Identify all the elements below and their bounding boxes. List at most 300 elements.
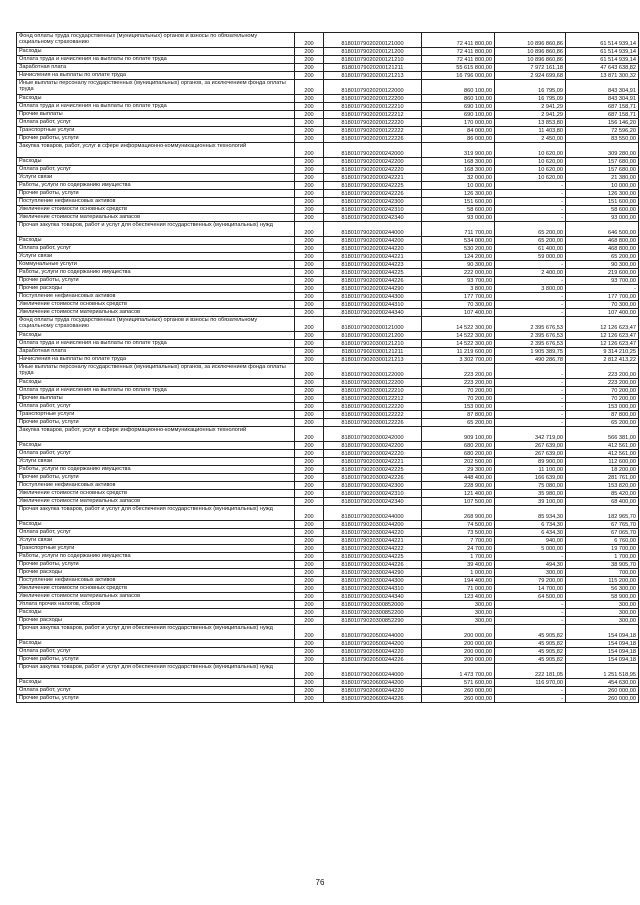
row-name: Иные выплаты персоналу государственных (муниципальных) органов, за исключением фонда оплаты труда [17, 364, 295, 379]
executed-amount: 490 286,78 [495, 356, 566, 364]
executed-amount: - [495, 182, 566, 190]
unexecuted-amount: 112 600,00 [566, 458, 639, 466]
approved-amount: 65 200,00 [422, 419, 495, 427]
line-code: 200 [295, 174, 324, 182]
line-code: 200 [295, 490, 324, 498]
unexecuted-amount: 153 000,00 [566, 403, 639, 411]
approved-amount: 534 000,00 [422, 237, 495, 245]
approved-amount: 151 600,00 [422, 198, 495, 206]
budget-code: 81801079020300242340 [324, 498, 422, 506]
unexecuted-amount: 9 314 210,25 [566, 348, 639, 356]
unexecuted-amount: 843 304,91 [566, 95, 639, 103]
unexecuted-amount: 182 965,70 [566, 506, 639, 521]
budget-code: 81801079020300121213 [324, 356, 422, 364]
table-row [17, 135, 639, 143]
line-code: 200 [295, 593, 324, 601]
unexecuted-amount: 843 304,91 [566, 80, 639, 95]
row-name: Расходы [17, 640, 295, 648]
unexecuted-amount: 90 300,00 [566, 261, 639, 269]
row-name: Расходы [17, 48, 295, 56]
approved-amount: 223 200,00 [422, 379, 495, 387]
budget-code: 81801079020300244222 [324, 545, 422, 553]
table-row [17, 111, 639, 119]
row-name: Увеличение стоимости основных средств [17, 301, 295, 309]
unexecuted-amount: 38 905,70 [566, 561, 639, 569]
executed-amount: 59 000,00 [495, 253, 566, 261]
approved-amount: 24 700,00 [422, 545, 495, 553]
line-code: 200 [295, 293, 324, 301]
table-row [17, 395, 639, 403]
approved-amount: 260 000,00 [422, 687, 495, 695]
budget-code: 81801079020200242310 [324, 206, 422, 214]
executed-amount: 11 100,00 [495, 466, 566, 474]
row-name: Расходы [17, 95, 295, 103]
unexecuted-amount: 83 550,00 [566, 135, 639, 143]
approved-amount: 72 411 800,00 [422, 48, 495, 56]
approved-amount: 3 302 700,00 [422, 356, 495, 364]
row-name: Прочие расходы [17, 285, 295, 293]
executed-amount: 10 620,00 [495, 166, 566, 174]
budget-code: 81801079020200122226 [324, 135, 422, 143]
row-name: Поступление нефинансовых активов [17, 482, 295, 490]
line-code: 200 [295, 285, 324, 293]
line-code: 200 [295, 664, 324, 679]
row-name: Закупка товаров, работ, услуг в сфере информационно-коммуникационных технологий [17, 143, 295, 158]
table-row [17, 285, 639, 293]
budget-code: 81801079020300121210 [324, 340, 422, 348]
budget-code: 81801079020300244300 [324, 577, 422, 585]
table-row [17, 261, 639, 269]
approved-amount: 228 900,00 [422, 482, 495, 490]
unexecuted-amount: 19 700,00 [566, 545, 639, 553]
unexecuted-amount: 219 600,00 [566, 269, 639, 277]
table-row [17, 466, 639, 474]
executed-amount: - [495, 395, 566, 403]
row-name: Прочие работы, услуги [17, 190, 295, 198]
row-name: Расходы [17, 158, 295, 166]
row-name: Транспортные услуги [17, 545, 295, 553]
row-name: Расходы [17, 379, 295, 387]
row-name: Работы, услуги по содержанию имущества [17, 466, 295, 474]
line-code: 200 [295, 166, 324, 174]
budget-code: 81801079020300242221 [324, 458, 422, 466]
table-row [17, 269, 639, 277]
approved-amount: 123 400,00 [422, 593, 495, 601]
table-row [17, 174, 639, 182]
budget-code: 81801079020200122000 [324, 80, 422, 95]
table-row [17, 33, 639, 48]
approved-amount: 319 900,00 [422, 143, 495, 158]
table-row [17, 356, 639, 364]
row-name: Оплата работ, услуг [17, 450, 295, 458]
approved-amount: 153 000,00 [422, 403, 495, 411]
row-name: Расходы [17, 237, 295, 245]
row-name: Поступление нефинансовых активов [17, 577, 295, 585]
row-name: Закупка товаров, работ, услуг в сфере информационно-коммуникационных технологий [17, 427, 295, 442]
row-name: Поступление нефинансовых активов [17, 198, 295, 206]
approved-amount: 84 000,00 [422, 127, 495, 135]
line-code: 200 [295, 387, 324, 395]
row-name: Оплата труда и начисления на выплаты по оплате труда [17, 103, 295, 111]
executed-amount: 45 905,82 [495, 640, 566, 648]
row-name: Прочие расходы [17, 569, 295, 577]
row-name: Прочая закупка товаров, работ и услуг для обеспечения государственных (муниципальных) нужд [17, 222, 295, 237]
table-row [17, 664, 639, 679]
executed-amount: 5 000,00 [495, 545, 566, 553]
unexecuted-amount: 85 420,00 [566, 490, 639, 498]
table-row [17, 506, 639, 521]
line-code: 200 [295, 379, 324, 387]
approved-amount: 680 200,00 [422, 450, 495, 458]
approved-amount: 223 200,00 [422, 364, 495, 379]
table-row [17, 569, 639, 577]
line-code: 200 [295, 427, 324, 442]
table-row [17, 332, 639, 340]
executed-amount: 89 900,00 [495, 458, 566, 466]
table-row [17, 103, 639, 111]
approved-amount: 170 000,00 [422, 119, 495, 127]
executed-amount: - [495, 419, 566, 427]
unexecuted-amount: 154 094,18 [566, 625, 639, 640]
budget-code: 81801079020200244290 [324, 285, 422, 293]
row-name: Расходы [17, 609, 295, 617]
line-code: 200 [295, 143, 324, 158]
executed-amount: - [495, 617, 566, 625]
line-code: 200 [295, 695, 324, 703]
budget-code: 81801079020300242226 [324, 474, 422, 482]
budget-code: 81801079020300122226 [324, 419, 422, 427]
row-name: Услуги связи [17, 537, 295, 545]
approved-amount: 70 200,00 [422, 395, 495, 403]
table-row [17, 521, 639, 529]
line-code: 200 [295, 348, 324, 356]
approved-amount: 7 700,00 [422, 537, 495, 545]
approved-amount: 11 219 600,00 [422, 348, 495, 356]
executed-amount: 7 972 161,18 [495, 64, 566, 72]
line-code: 200 [295, 569, 324, 577]
executed-amount: 11 403,80 [495, 127, 566, 135]
approved-amount: 300,00 [422, 601, 495, 609]
executed-amount: - [495, 198, 566, 206]
table-row [17, 450, 639, 458]
unexecuted-amount: 154 094,18 [566, 656, 639, 664]
row-name: Расходы [17, 332, 295, 340]
executed-amount: - [495, 553, 566, 561]
line-code: 200 [295, 317, 324, 332]
executed-amount: 14 700,00 [495, 585, 566, 593]
line-code: 200 [295, 111, 324, 119]
line-code: 200 [295, 450, 324, 458]
unexecuted-amount: 12 126 623,47 [566, 340, 639, 348]
table-row [17, 601, 639, 609]
unexecuted-amount: 153 820,00 [566, 482, 639, 490]
table-row [17, 80, 639, 95]
budget-code: 81801079020200244225 [324, 269, 422, 277]
unexecuted-amount: 126 300,00 [566, 190, 639, 198]
budget-code: 81801079020300244000 [324, 506, 422, 521]
row-name: Оплата труда и начисления на выплаты по оплате труда [17, 340, 295, 348]
line-code: 200 [295, 656, 324, 664]
table-row [17, 72, 639, 80]
row-name: Увеличение стоимости основных средств [17, 206, 295, 214]
table-row [17, 419, 639, 427]
unexecuted-amount: 468 800,00 [566, 237, 639, 245]
row-name: Прочие работы, услуги [17, 474, 295, 482]
approved-amount: 93 700,00 [422, 277, 495, 285]
table-body [17, 33, 639, 703]
executed-amount: - [495, 277, 566, 285]
row-name: Увеличение стоимости материальных запасов [17, 593, 295, 601]
row-name: Увеличение стоимости основных средств [17, 585, 295, 593]
row-name: Прочие работы, услуги [17, 656, 295, 664]
budget-code: 81801079020300242225 [324, 466, 422, 474]
table-row [17, 166, 639, 174]
row-name: Услуги связи [17, 253, 295, 261]
table-row [17, 293, 639, 301]
budget-code: 81801079020200242221 [324, 174, 422, 182]
line-code: 200 [295, 545, 324, 553]
executed-amount: 2 395 676,53 [495, 317, 566, 332]
line-code: 200 [295, 198, 324, 206]
budget-code: 81801079020200121000 [324, 33, 422, 48]
line-code: 200 [295, 679, 324, 687]
approved-amount: 222 000,00 [422, 269, 495, 277]
unexecuted-amount: 687 158,71 [566, 103, 639, 111]
budget-code: 81801079020200242226 [324, 190, 422, 198]
executed-amount: 65 200,00 [495, 237, 566, 245]
executed-amount: 79 200,00 [495, 577, 566, 585]
table-row [17, 119, 639, 127]
executed-amount: 2 395 676,53 [495, 340, 566, 348]
executed-amount: 61 400,00 [495, 245, 566, 253]
line-code: 200 [295, 625, 324, 640]
unexecuted-amount: 10 000,00 [566, 182, 639, 190]
budget-table [16, 32, 639, 703]
budget-code: 81801079020300121211 [324, 348, 422, 356]
row-name: Оплата работ, услуг [17, 245, 295, 253]
executed-amount: 494,30 [495, 561, 566, 569]
unexecuted-amount: 115 200,00 [566, 577, 639, 585]
line-code: 200 [295, 482, 324, 490]
unexecuted-amount: 61 514 939,14 [566, 48, 639, 56]
budget-code: 81801079020200122212 [324, 111, 422, 119]
table-row [17, 379, 639, 387]
executed-amount: 2 395 676,53 [495, 332, 566, 340]
approved-amount: 300,00 [422, 609, 495, 617]
executed-amount: 267 639,00 [495, 450, 566, 458]
table-row [17, 617, 639, 625]
budget-code: 81801079020600244220 [324, 687, 422, 695]
budget-code: 81801079020300242310 [324, 490, 422, 498]
budget-code: 81801079020300242300 [324, 482, 422, 490]
approved-amount: 86 000,00 [422, 135, 495, 143]
table-row [17, 427, 639, 442]
row-name: Заработная плата [17, 348, 295, 356]
line-code: 200 [295, 561, 324, 569]
row-name: Прочие выплаты [17, 395, 295, 403]
table-row [17, 348, 639, 356]
table-row [17, 387, 639, 395]
unexecuted-amount: 18 200,00 [566, 466, 639, 474]
executed-amount: 2 400,00 [495, 269, 566, 277]
unexecuted-amount: 566 381,00 [566, 427, 639, 442]
budget-code: 81801079020300244290 [324, 569, 422, 577]
row-name: Прочая закупка товаров, работ и услуг для обеспечения государственных (муниципальных) нужд [17, 625, 295, 640]
executed-amount: 1 905 389,75 [495, 348, 566, 356]
line-code: 200 [295, 48, 324, 56]
budget-code: 81801079020300244226 [324, 561, 422, 569]
approved-amount: 200 000,00 [422, 648, 495, 656]
executed-amount: - [495, 301, 566, 309]
approved-amount: 1 000,00 [422, 569, 495, 577]
row-name: Оплата труда и начисления на выплаты по оплате труда [17, 387, 295, 395]
executed-amount: - [495, 609, 566, 617]
table-row [17, 648, 639, 656]
table-row [17, 577, 639, 585]
executed-amount: - [495, 601, 566, 609]
executed-amount: 13 853,80 [495, 119, 566, 127]
budget-code: 81801079020300852000 [324, 601, 422, 609]
executed-amount: 10 620,00 [495, 158, 566, 166]
table-row [17, 593, 639, 601]
row-name: Заработная плата [17, 64, 295, 72]
executed-amount: 10 896 860,86 [495, 33, 566, 48]
line-code: 200 [295, 190, 324, 198]
unexecuted-amount: 281 761,00 [566, 474, 639, 482]
budget-code: 81801079020300244221 [324, 537, 422, 545]
unexecuted-amount: 1 251 518,95 [566, 664, 639, 679]
budget-code: 81801079020200121211 [324, 64, 422, 72]
line-code: 200 [295, 261, 324, 269]
approved-amount: 55 615 800,00 [422, 64, 495, 72]
approved-amount: 860 100,00 [422, 80, 495, 95]
executed-amount: 116 970,00 [495, 679, 566, 687]
line-code: 200 [295, 72, 324, 80]
executed-amount: 2 941,29 [495, 103, 566, 111]
budget-code: 81801079020300242200 [324, 442, 422, 450]
line-code: 200 [295, 158, 324, 166]
unexecuted-amount: 151 600,00 [566, 198, 639, 206]
budget-code: 81801079020200242000 [324, 143, 422, 158]
table-row [17, 127, 639, 135]
executed-amount: 342 719,00 [495, 427, 566, 442]
unexecuted-amount: 65 200,00 [566, 419, 639, 427]
line-code: 200 [295, 609, 324, 617]
approved-amount: 70 200,00 [422, 387, 495, 395]
budget-code: 81801079020200242220 [324, 166, 422, 174]
budget-code: 81801079020300122210 [324, 387, 422, 395]
unexecuted-amount: 157 680,00 [566, 166, 639, 174]
approved-amount: 73 500,00 [422, 529, 495, 537]
approved-amount: 571 600,00 [422, 679, 495, 687]
approved-amount: 268 900,00 [422, 506, 495, 521]
executed-amount: 45 905,82 [495, 656, 566, 664]
executed-amount: - [495, 190, 566, 198]
row-name: Фонд оплаты труда государственных (муниципальных) органов и взносы по обязательному социальному страхованию [17, 33, 295, 48]
table-row [17, 301, 639, 309]
line-code: 200 [295, 585, 324, 593]
budget-code: 81801079020200244340 [324, 309, 422, 317]
line-code: 200 [295, 498, 324, 506]
row-name: Прочие работы, услуги [17, 695, 295, 703]
approved-amount: 14 522 300,00 [422, 317, 495, 332]
line-code: 200 [295, 301, 324, 309]
approved-amount: 124 200,00 [422, 253, 495, 261]
line-code: 200 [295, 356, 324, 364]
executed-amount: 940,00 [495, 537, 566, 545]
table-row [17, 537, 639, 545]
budget-code: 81801079020600244000 [324, 664, 422, 679]
table-row [17, 340, 639, 348]
unexecuted-amount: 68 400,00 [566, 498, 639, 506]
approved-amount: 58 600,00 [422, 206, 495, 214]
line-code: 200 [295, 411, 324, 419]
table-row [17, 237, 639, 245]
approved-amount: 107 500,00 [422, 498, 495, 506]
row-name: Увеличение стоимости материальных запасов [17, 214, 295, 222]
unexecuted-amount: 58 600,00 [566, 206, 639, 214]
line-code: 200 [295, 364, 324, 379]
line-code: 200 [295, 617, 324, 625]
budget-code: 81801079020300244200 [324, 521, 422, 529]
table-row [17, 640, 639, 648]
table-row [17, 561, 639, 569]
row-name: Иные выплаты персоналу государственных (муниципальных) органов, за исключением фонда оплаты труда [17, 80, 295, 95]
budget-code: 81801079020200244300 [324, 293, 422, 301]
row-name: Оплата работ, услуг [17, 119, 295, 127]
approved-amount: 202 500,00 [422, 458, 495, 466]
line-code: 200 [295, 442, 324, 450]
table-row [17, 498, 639, 506]
budget-code: 81801079020200242300 [324, 198, 422, 206]
unexecuted-amount: 107 400,00 [566, 309, 639, 317]
approved-amount: 14 522 300,00 [422, 340, 495, 348]
unexecuted-amount: 309 280,00 [566, 143, 639, 158]
unexecuted-amount: 61 514 939,14 [566, 33, 639, 48]
budget-code: 81801079020300121200 [324, 332, 422, 340]
budget-code: 81801079020500244000 [324, 625, 422, 640]
budget-code: 81801079020200121200 [324, 48, 422, 56]
approved-amount: 1 700,00 [422, 553, 495, 561]
budget-code: 81801079020600244200 [324, 679, 422, 687]
row-name: Оплата работ, услуг [17, 648, 295, 656]
table-row [17, 695, 639, 703]
line-code: 200 [295, 182, 324, 190]
unexecuted-amount: 300,00 [566, 609, 639, 617]
executed-amount: 65 200,00 [495, 222, 566, 237]
unexecuted-amount: 156 146,20 [566, 119, 639, 127]
budget-code: 81801079020500244200 [324, 640, 422, 648]
executed-amount: - [495, 206, 566, 214]
row-name: Фонд оплаты труда государственных (муниципальных) органов и взносы по обязательному социальному страхованию [17, 317, 295, 332]
approved-amount: 72 411 800,00 [422, 56, 495, 64]
executed-amount: - [495, 379, 566, 387]
page-number: 76 [315, 878, 325, 887]
unexecuted-amount: 260 000,00 [566, 687, 639, 695]
row-name: Увеличение стоимости материальных запасов [17, 309, 295, 317]
table-row [17, 143, 639, 158]
executed-amount: 16 795,09 [495, 95, 566, 103]
table-row [17, 206, 639, 214]
unexecuted-amount: 468 800,00 [566, 245, 639, 253]
unexecuted-amount: 157 680,00 [566, 158, 639, 166]
budget-code: 81801079020200242200 [324, 158, 422, 166]
approved-amount: 90 300,00 [422, 261, 495, 269]
table-row [17, 609, 639, 617]
unexecuted-amount: 154 094,18 [566, 648, 639, 656]
table-row [17, 182, 639, 190]
line-code: 200 [295, 222, 324, 237]
